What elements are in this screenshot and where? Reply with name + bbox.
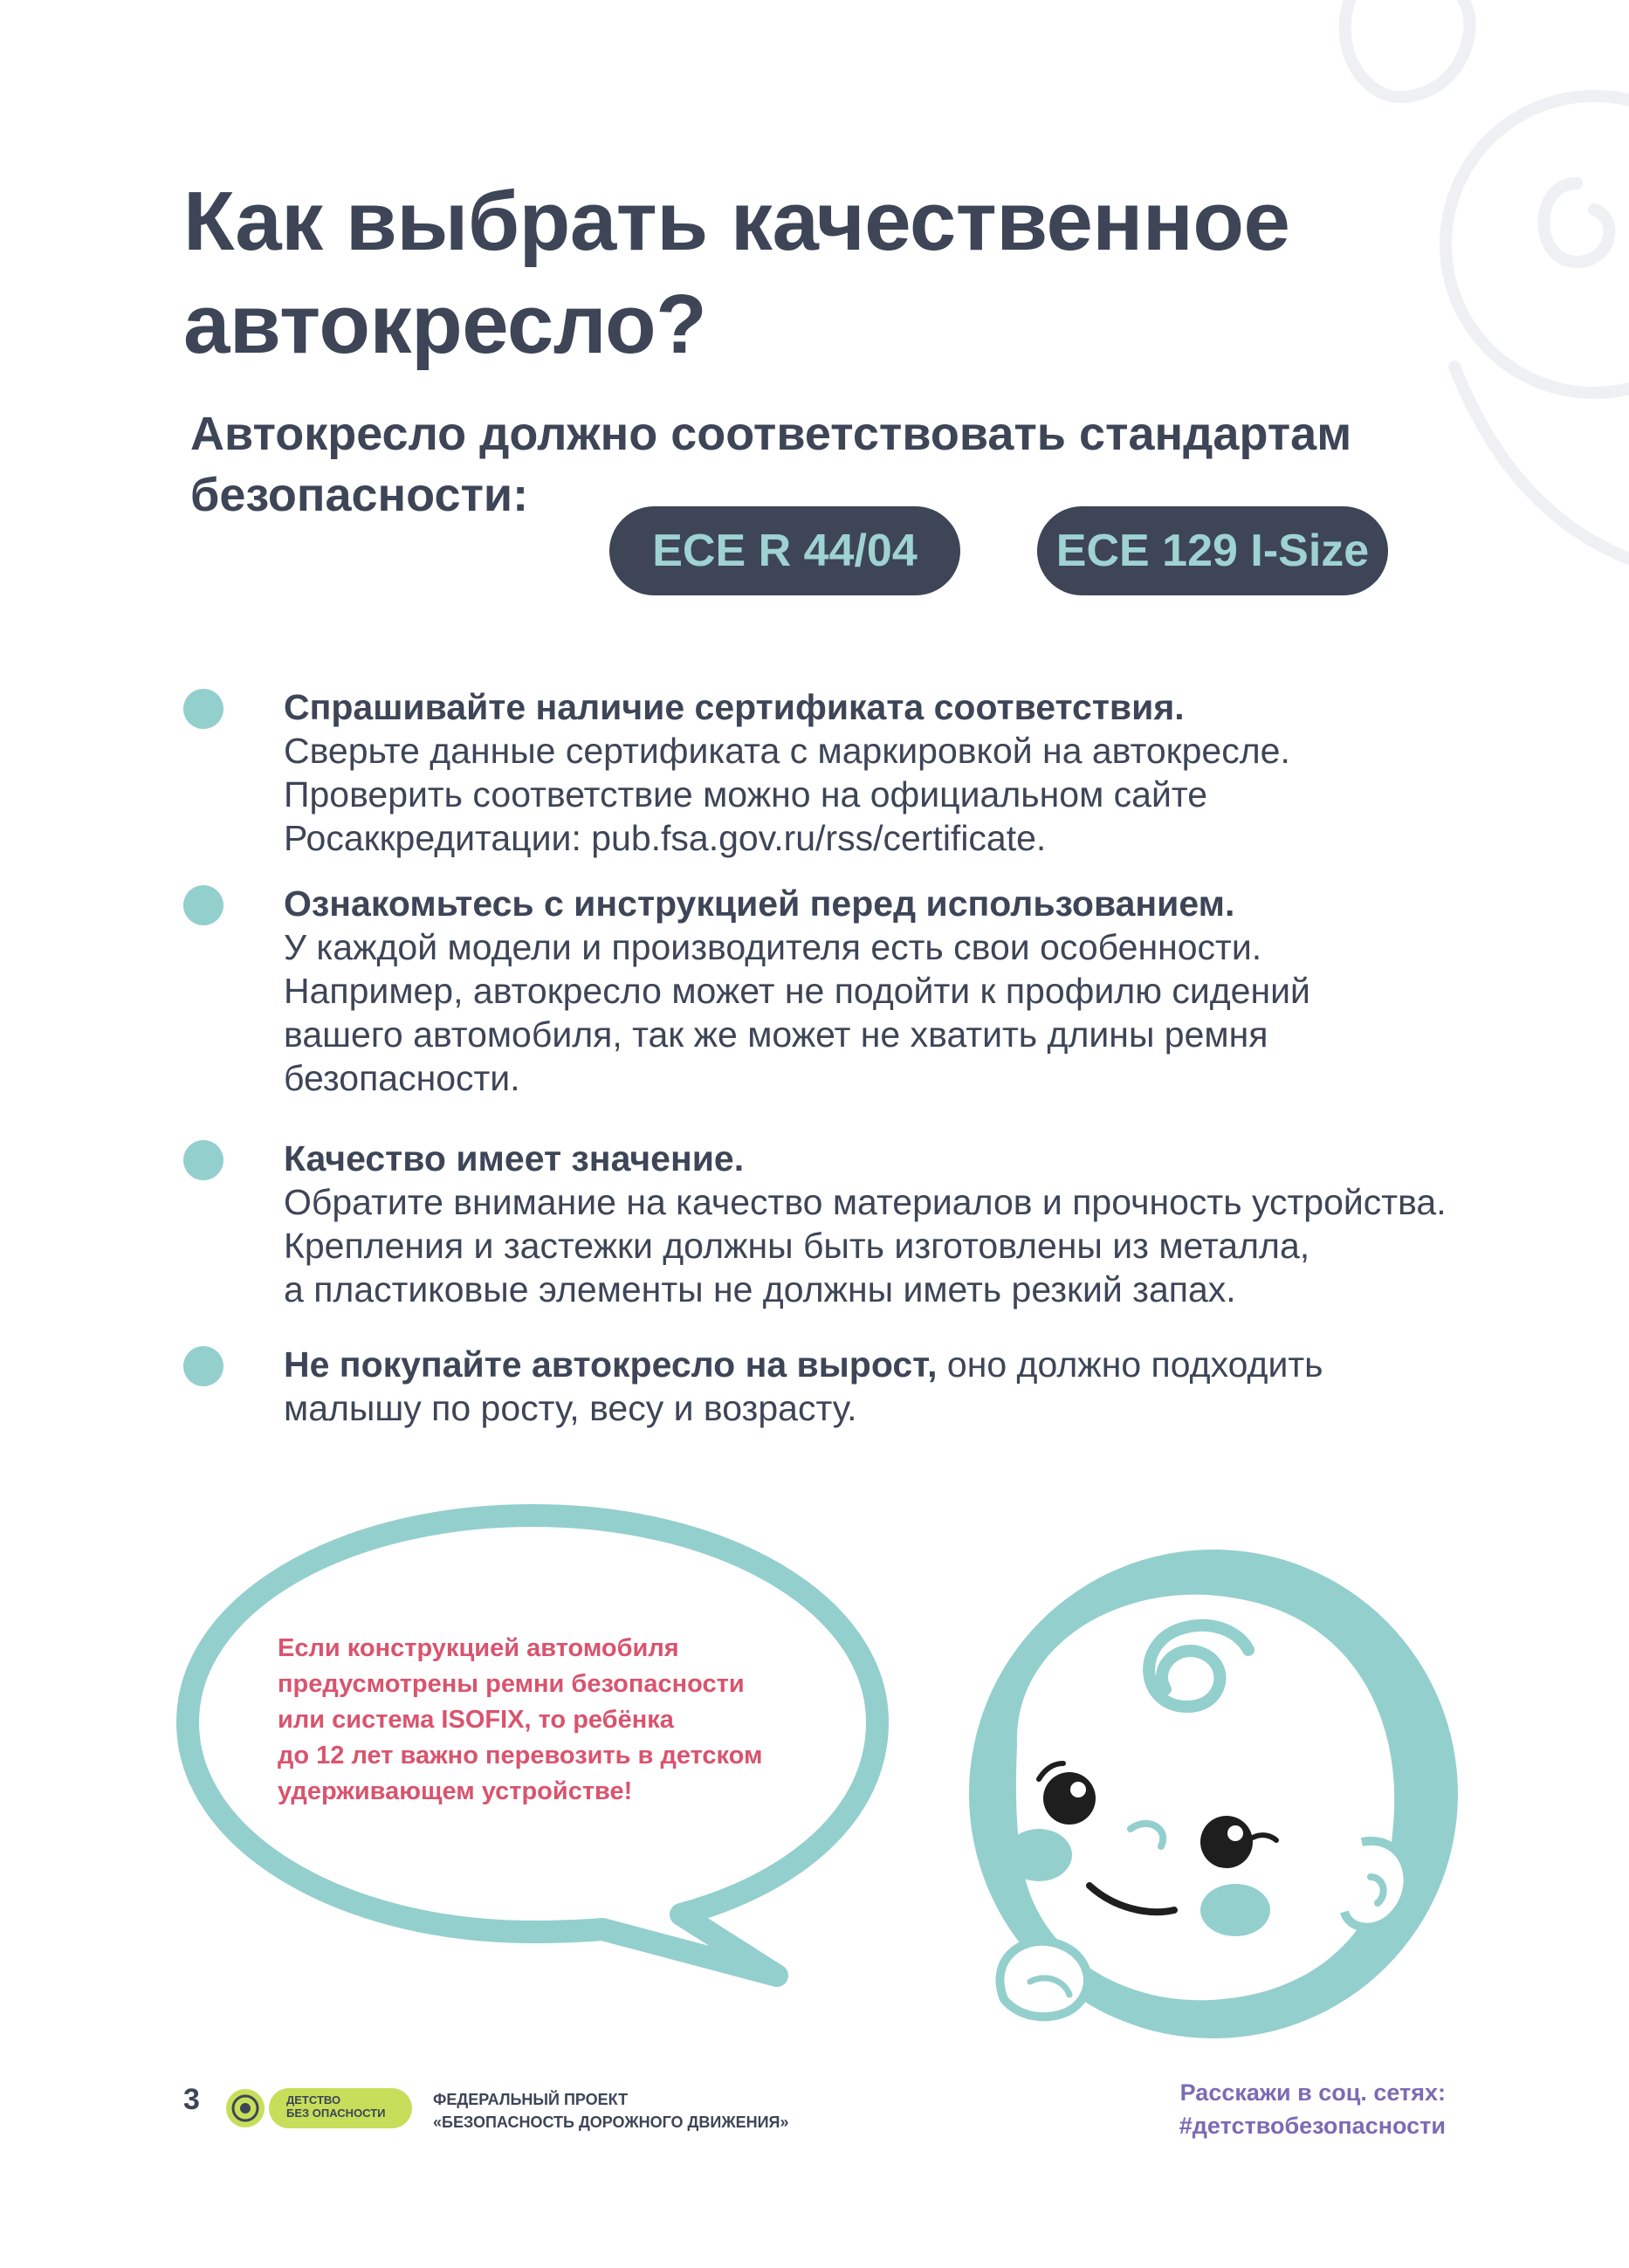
baby-illustration [952,1545,1475,2069]
list-item-heading: Спрашивайте наличие сертификата соответствия. [284,687,1185,727]
list-item-line: Сверьте данные сертификата с маркировкой на автокресле. [284,731,1290,771]
list-item-line: Например, автокресло может не подойти к профилю сидений [284,971,1310,1011]
list-item-line: Росаккредитации: pub.fsa.gov.ru/rss/certificate. [284,818,1047,858]
list-item-line: У каждой модели и производителя есть свои особенности. [284,927,1262,967]
hashtag-link[interactable]: #детствобезопасности [1179,2113,1446,2139]
list-item-line: Обратите внимание на качество материалов и прочность устройства. [284,1182,1447,1222]
federal-project-label: ФЕДЕРАЛЬНЫЙ ПРОЕКТ «БЕЗОПАСНОСТЬ ДОРОЖНОГО ДВИЖЕНИЯ» [433,2091,789,2131]
logo-text: ДЕТСТВО БЕЗ ОПАСНОСТИ [286,2093,386,2120]
list-item-heading: Ознакомьтесь с инструкцией перед использованием. [284,883,1235,924]
social-share-text: Расскажи в соц. сетях: #детствобезопасности [1179,2076,1446,2142]
list-item-line: малышу по росту, весу и возрасту. [284,1388,857,1428]
list-item-line: а пластиковые элементы не должны иметь резкий запах. [284,1269,1236,1309]
standard-badge-ece-129: ECE 129 I-Size [1037,506,1388,595]
bullet-dot-icon [183,1140,223,1180]
list-item-heading: Не покупайте автокресло на вырост, [284,1344,938,1385]
list-item-line: Проверить соответствие можно на официальном сайте [284,774,1207,814]
background-decoration [1315,0,1629,786]
page-title: Как выбрать качественное автокресло? [183,175,1290,371]
bubble-text: Если конструкцией автомобиля предусмотрены ремни безопасности или система ISOFIX, то ребёнка до 12 лет важно перевозить в детском удерживающем устройстве! [278,1634,763,1805]
page-number: 3 [183,2083,200,2116]
standard-badge-ece-r44: ECE R 44/04 [609,506,960,595]
list-item-line: Крепления и застежки должны быть изготовлены из металла, [284,1226,1310,1266]
bullet-dot-icon [183,689,223,729]
bullet-dot-icon [183,1346,223,1386]
list-item-first-line [284,1343,1462,1386]
bullet-dot-icon [183,885,223,925]
page-subtitle: Автокресло должно соответствовать стандартам безопасности: [190,408,1352,521]
list-item-heading: Качество имеет значение. [284,1138,745,1179]
list-item-inline-text: оно должно подходить [937,1344,1323,1385]
list-item-line: вашего автомобиля, так же может не хватить длины ремня [284,1014,1268,1055]
list-item-line: безопасности. [284,1058,520,1098]
